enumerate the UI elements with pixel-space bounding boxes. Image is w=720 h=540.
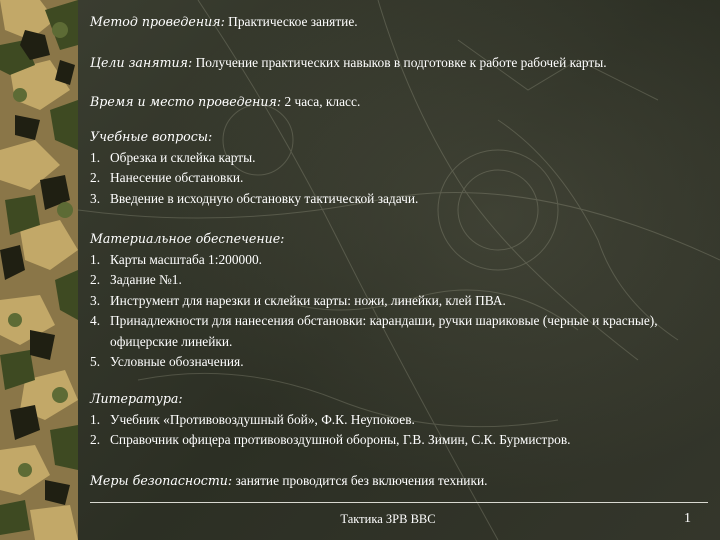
list-number: 2. <box>90 272 101 287</box>
list-item <box>90 430 705 451</box>
list-item <box>90 291 705 312</box>
questions-list <box>90 148 705 210</box>
list-text: Учебник «Противовоздушный бой», Ф.К. Неупокоев. <box>110 411 415 427</box>
time-place-heading: Время и место проведения: <box>90 94 282 109</box>
list-item <box>90 189 705 210</box>
list-item <box>90 250 705 271</box>
questions-heading: Учебные вопросы: <box>90 129 213 144</box>
list-number: 1. <box>90 251 101 267</box>
page-number: 1 <box>684 511 691 526</box>
slide-body <box>78 0 720 540</box>
questions-section <box>90 127 705 209</box>
list-text: Инструмент для нарезки и склейки карты: ножи, линейки, клей ПВА. <box>110 292 506 308</box>
method-heading: Метод проведения: <box>90 14 225 29</box>
safety-line <box>90 471 705 492</box>
list-text: Карты масштаба 1:200000. <box>110 251 262 267</box>
list-text: Введение в исходную обстановку тактической задачи. <box>110 190 419 206</box>
time-place-line <box>90 92 705 113</box>
list-number: 3. <box>90 190 101 206</box>
literature-heading: Литература: <box>90 391 183 406</box>
list-number: 4. <box>90 313 101 328</box>
safety-text: занятие проводится без включения техники. <box>232 473 488 488</box>
list-text: Задание №1. <box>110 272 182 287</box>
list-item <box>90 352 705 373</box>
materials-list <box>90 250 705 373</box>
materials-heading: Материальное обеспечение: <box>90 231 285 246</box>
list-item <box>90 410 705 431</box>
list-text: Справочник офицера противовоздушной обороны, Г.В. Зимин, С.К. Бурмистров. <box>110 432 571 447</box>
safety-heading: Меры безопасности: <box>90 473 233 488</box>
list-text: Условные обозначения. <box>110 354 244 369</box>
method-text: Практическое занятие. <box>224 14 358 29</box>
materials-section <box>90 229 705 373</box>
camouflage-side-strip <box>0 0 78 540</box>
literature-list <box>90 410 705 451</box>
list-number: 1. <box>90 149 101 165</box>
list-number: 2. <box>90 432 101 447</box>
list-text: Принадлежности для нанесения обстановки: карандаши, ручки шариковые (черные и красные), офицерские линейки. <box>110 313 658 349</box>
list-number: 2. <box>90 170 101 185</box>
list-text: Нанесение обстановки. <box>110 170 244 185</box>
literature-section <box>90 389 705 451</box>
time-place-text: 2 часа, класс. <box>281 94 361 109</box>
list-item <box>90 270 705 291</box>
footer-title: Тактика ЗРВ ВВС <box>340 512 436 526</box>
list-number: 1. <box>90 411 101 427</box>
list-item <box>90 148 705 169</box>
list-number: 5. <box>90 354 101 369</box>
list-number: 3. <box>90 292 101 308</box>
list-item <box>90 311 705 352</box>
goals-heading: Цели занятия: <box>90 55 193 70</box>
camouflage-pattern <box>0 0 78 540</box>
list-text: Обрезка и склейка карты. <box>110 149 256 165</box>
goals-text: Получение практических навыков в подготовке к работе рабочей карты. <box>192 55 607 70</box>
footer-divider <box>90 502 708 503</box>
list-item <box>90 168 705 189</box>
goals-line <box>90 53 705 74</box>
method-line <box>90 12 705 33</box>
